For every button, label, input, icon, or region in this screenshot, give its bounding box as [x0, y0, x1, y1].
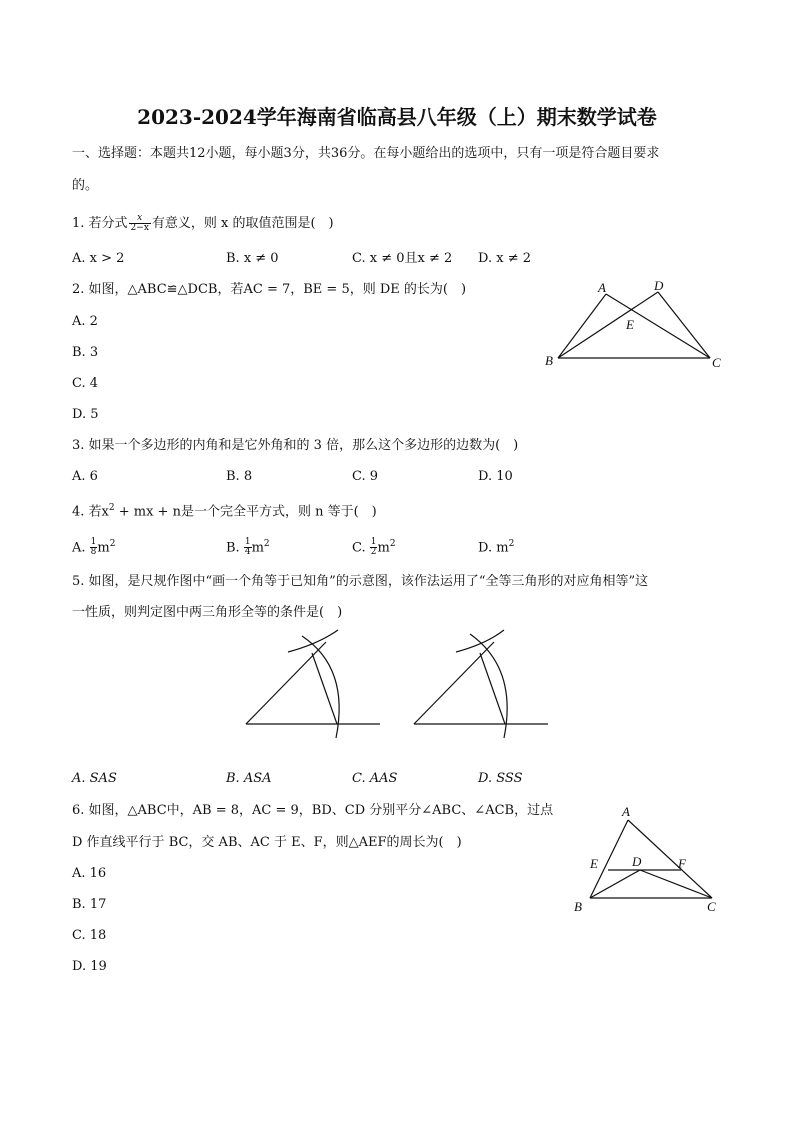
- question-4-option-a-body: m: [97, 540, 110, 556]
- question-1-suffix: 有意义，则 x 的取值范围是( ): [151, 216, 334, 231]
- question-6-option-d: D. 19: [72, 959, 107, 974]
- question-4-option-c-denominator: 2: [370, 547, 377, 558]
- question-5-option-a: A. SAS: [72, 771, 117, 786]
- question-6-stem-line1: 6. 如图，△ABC中，AB = 8，AC = 9，BD、CD 分别平分∠ABC、∠ACB，过点: [72, 803, 554, 818]
- question-1-fraction-numerator: x: [129, 214, 151, 224]
- question-6-option-c: C. 18: [72, 928, 107, 943]
- question-1-stem: [72, 214, 334, 233]
- question-4-option-d-exponent: 2: [508, 539, 515, 549]
- question-2-option-d: D. 5: [72, 407, 99, 422]
- question-4-option-c-body: m: [377, 540, 390, 556]
- question-1-option-a: A. x > 2: [72, 251, 125, 266]
- question-5-option-c: C. AAS: [352, 771, 398, 786]
- question-4-option-b-denominator: 4: [244, 547, 251, 558]
- q2-segment-bd: [558, 292, 658, 358]
- q5-left-side-ray: [246, 642, 326, 724]
- question-4-stem: [72, 499, 377, 521]
- q5-right-arc-large: [470, 634, 507, 738]
- question-4-option-a-numerator: 1: [90, 537, 97, 548]
- question-2-figure: [540, 276, 730, 376]
- q2-label-c: C: [712, 355, 721, 370]
- question-5-stem-line2: 一性质，则判定图中两三角形全等的条件是( ): [72, 605, 343, 620]
- question-3-option-d: D. 10: [478, 469, 513, 484]
- q2-label-d: D: [654, 278, 664, 293]
- q2-segment-ab: [558, 294, 606, 358]
- q6-label-a: A: [622, 804, 630, 819]
- q5-left-chord: [312, 653, 337, 724]
- question-2-option-c: C. 4: [72, 376, 99, 391]
- question-4-option-a-denominator: 8: [90, 547, 97, 558]
- question-5-figure-left: [240, 628, 385, 740]
- question-4-option-d-body: m: [496, 540, 509, 556]
- question-4-suffix: + mx + n是一个完全平方式，则 n 等于( ): [114, 504, 377, 520]
- q5-right-side-ray: [414, 642, 494, 724]
- question-4-option-d: [478, 535, 514, 557]
- question-3-stem: 3. 如果一个多边形的内角和是它外角和的 3 倍，那么这个多边形的边数为( ): [72, 438, 519, 453]
- question-4-option-a: [72, 535, 115, 557]
- question-1-option-b: B. x ≠ 0: [226, 251, 279, 266]
- question-5-option-d: D. SSS: [478, 771, 523, 786]
- q2-segment-ac: [606, 294, 710, 358]
- question-6-option-a: A. 16: [72, 866, 107, 881]
- question-4-option-b-fraction: [244, 538, 252, 557]
- q6-segment-bd: [590, 870, 640, 898]
- question-3-option-b: B. 8: [226, 469, 253, 484]
- question-4-option-d-letter: D.: [478, 540, 497, 556]
- question-1-fraction-denominator: 2−x: [130, 223, 149, 233]
- question-4-option-b: [226, 535, 270, 557]
- question-4-option-c-letter: C.: [352, 540, 370, 556]
- q6-label-c: C: [707, 899, 716, 914]
- question-4-prefix: 4. 若x: [72, 504, 109, 520]
- question-3-option-a: A. 6: [72, 469, 98, 484]
- q6-label-f: F: [678, 856, 686, 871]
- q5-right-chord: [480, 653, 505, 724]
- question-3-option-c: C. 9: [352, 469, 379, 484]
- question-4-option-b-numerator: 1: [244, 537, 251, 548]
- q6-label-d: D: [632, 854, 642, 869]
- q5-left-arc-large: [302, 636, 339, 738]
- q5-right-arc-small: [456, 630, 504, 652]
- question-5-figure-right: [408, 628, 553, 740]
- question-4-option-c: [352, 535, 396, 557]
- question-4-option-b-body: m: [251, 540, 264, 556]
- q6-label-b: B: [574, 899, 582, 914]
- q6-label-e: E: [590, 856, 598, 871]
- q2-label-b: B: [545, 353, 553, 368]
- question-2-option-b: B. 3: [72, 345, 99, 360]
- question-1-option-c: C. x ≠ 0且x ≠ 2: [352, 251, 453, 266]
- question-4-option-a-letter: A.: [72, 540, 90, 556]
- question-2-option-a: A. 2: [72, 314, 98, 329]
- question-2-stem: 2. 如图，△ABC≌△DCB，若AC = 7，BE = 5，则 DE 的长为( ): [72, 282, 467, 297]
- question-6-option-b: B. 17: [72, 897, 107, 912]
- question-4-option-c-numerator: 1: [370, 537, 377, 548]
- question-1-fraction: [129, 214, 151, 233]
- question-6-figure: [570, 800, 730, 920]
- q2-label-e: E: [626, 317, 634, 332]
- question-6-stem-line2: D 作直线平行于 BC，交 AB、AC 于 E、F，则△AEF的周长为( ): [72, 835, 462, 850]
- page-title: 2023-2024学年海南省临高县八年级（上）期末数学试卷: [137, 105, 657, 129]
- q6-segment-cd: [640, 870, 712, 898]
- question-4-option-c-exponent: 2: [389, 539, 396, 549]
- q2-label-a: A: [598, 280, 606, 295]
- question-4-option-b-exponent: 2: [263, 539, 270, 549]
- section-instructions-line1: 一、选择题：本题共12小题，每小题3分，共36分。在每小题给出的选项中，只有一项是符合题目要求: [72, 146, 660, 161]
- q2-segment-dc: [658, 292, 710, 358]
- question-5-stem-line1: 5. 如图，是尺规作图中“画一个角等于已知角”的示意图，该作法运用了“全等三角形的对应角相等”这: [72, 574, 649, 589]
- question-5-option-b: B. ASA: [226, 771, 272, 786]
- question-1-option-d: D. x ≠ 2: [478, 251, 531, 266]
- section-instructions-line2: 的。: [72, 178, 99, 193]
- question-1-prefix: 1. 若分式: [72, 216, 128, 231]
- q5-left-arc-small: [288, 630, 338, 652]
- question-4-option-a-exponent: 2: [109, 539, 116, 549]
- question-4-exponent: 2: [108, 503, 115, 513]
- question-4-option-b-letter: B.: [226, 540, 244, 556]
